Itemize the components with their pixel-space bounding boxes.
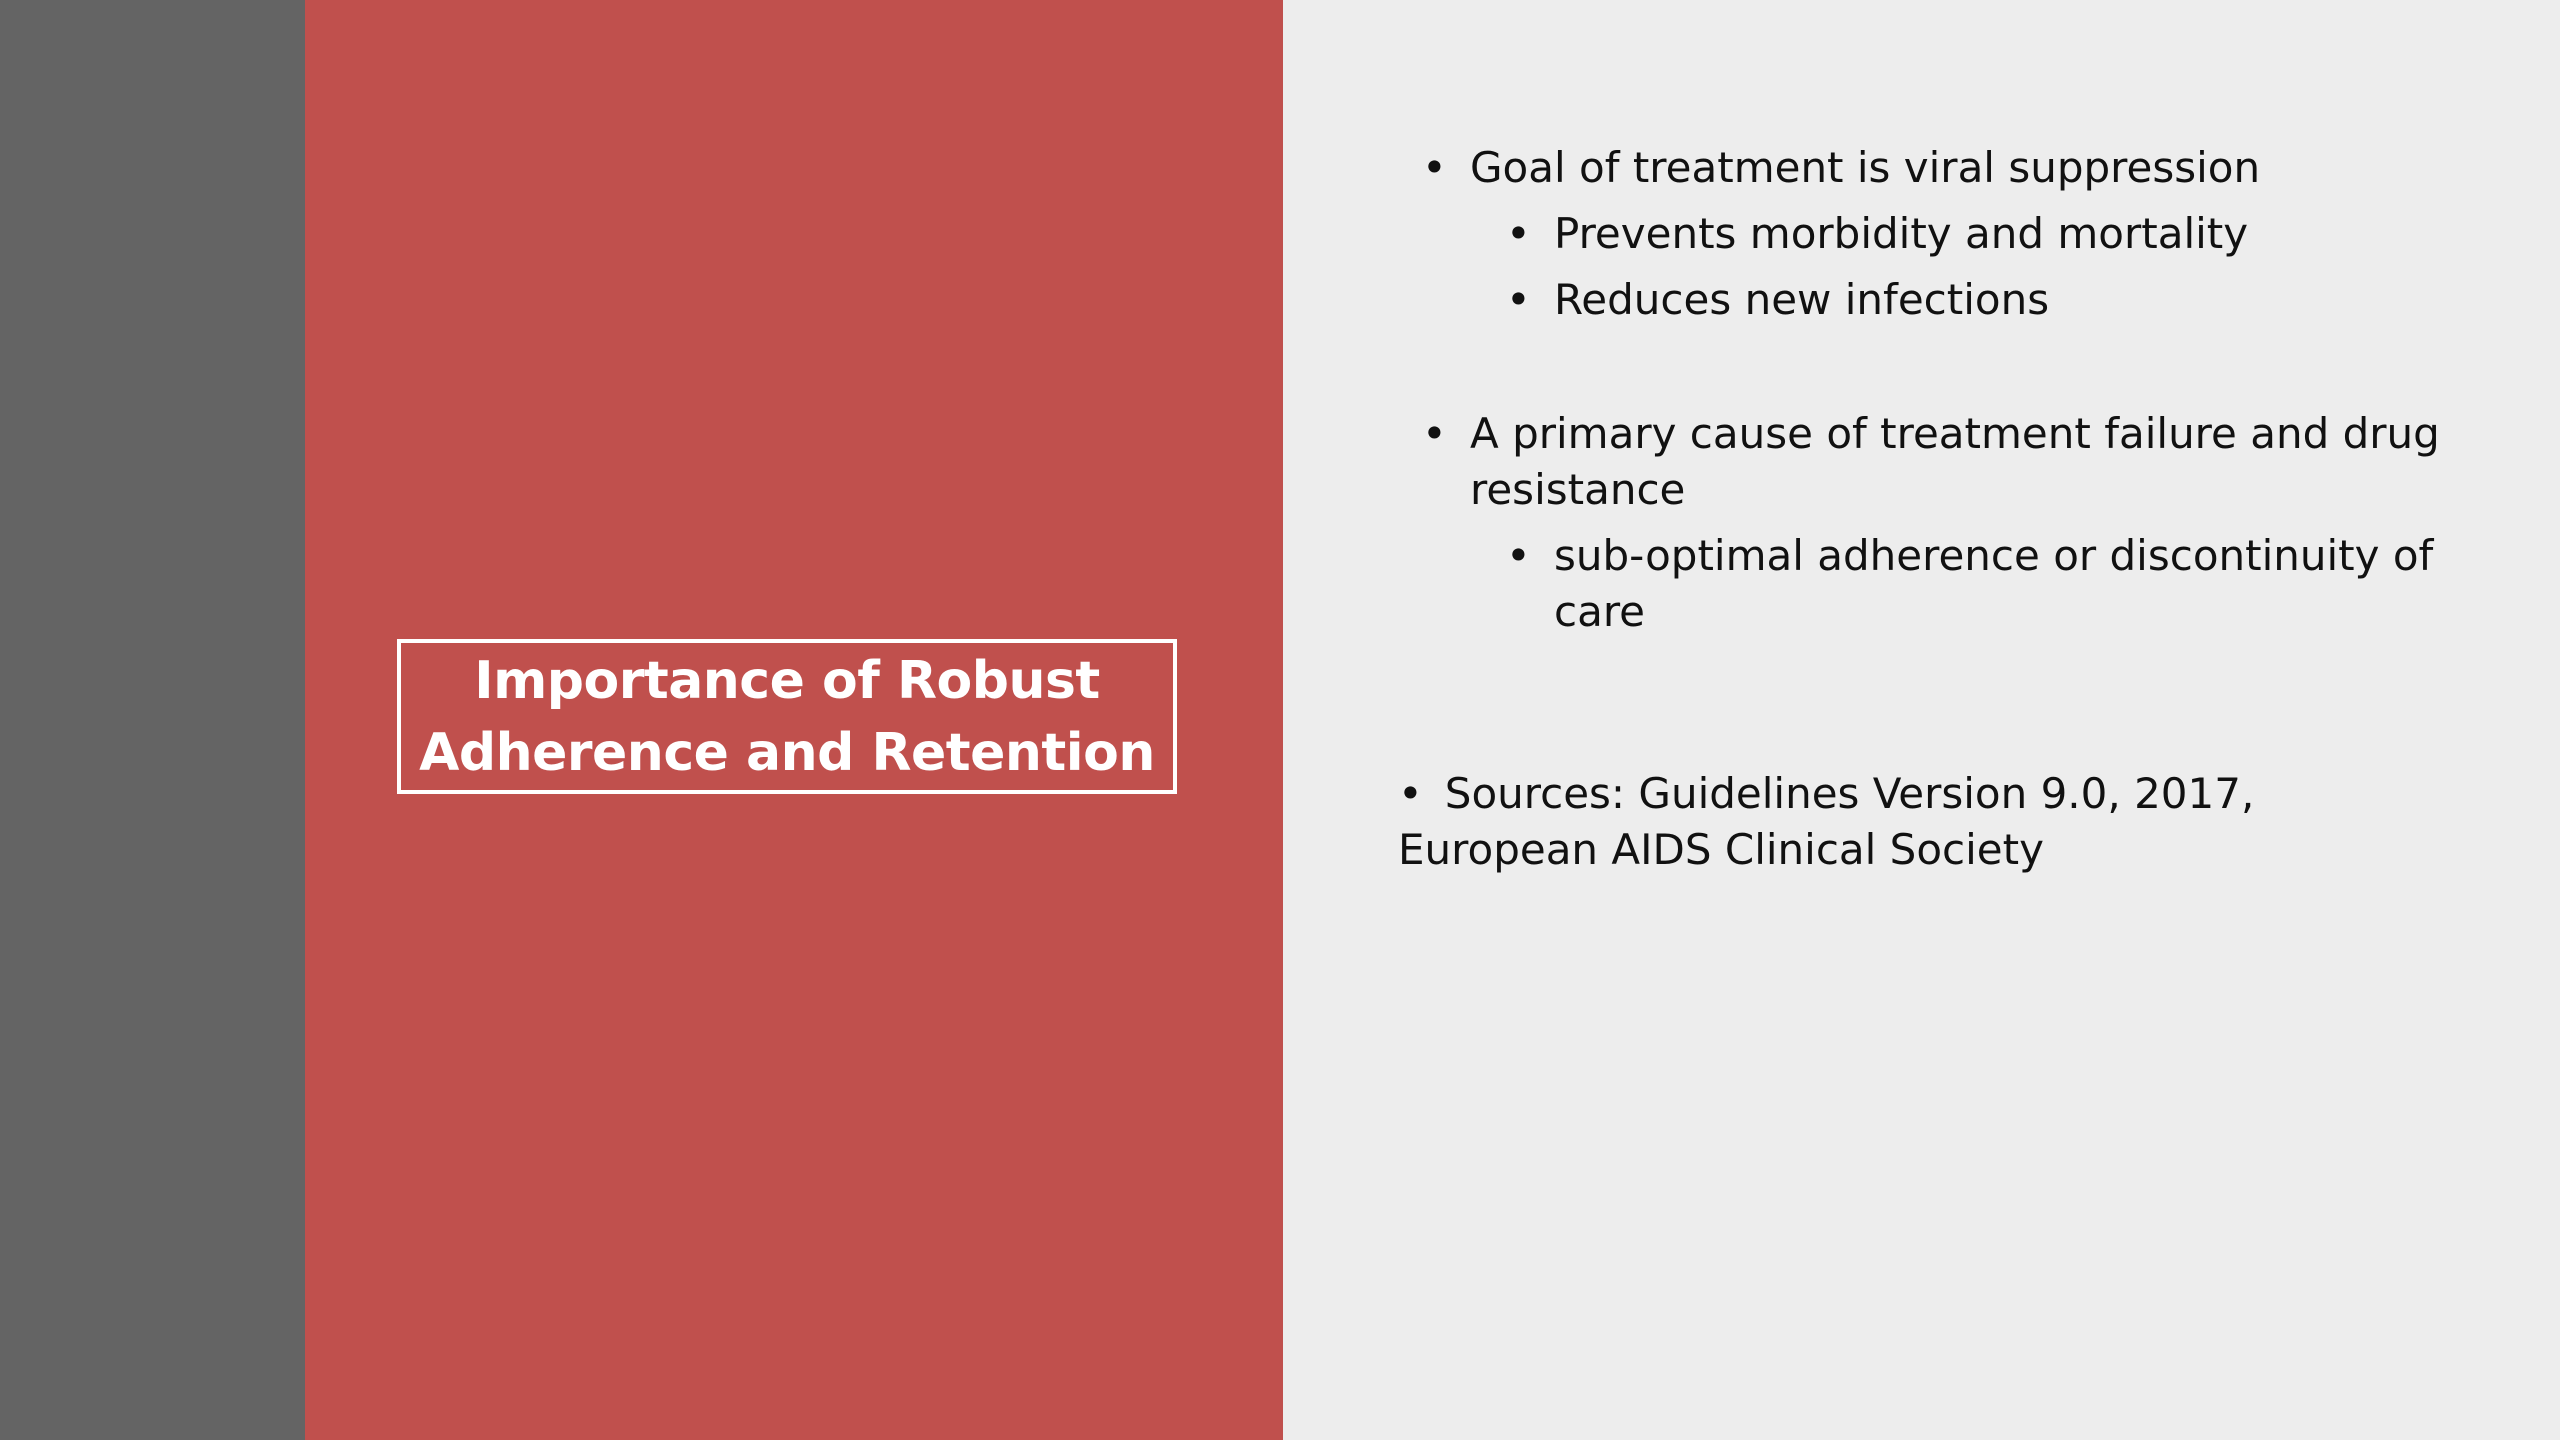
sub-bullet-item <box>1398 206 2458 262</box>
source-note <box>1398 766 2458 878</box>
sub-bullet-text: Prevents morbidity and mortality <box>1554 209 2249 258</box>
bullet-marker: • <box>1506 275 1531 324</box>
sub-bullet-text: Reduces new infections <box>1554 275 2050 324</box>
sub-bullet-item <box>1398 528 2458 640</box>
title-box <box>397 639 1177 794</box>
bullet-marker: • <box>1422 143 1447 192</box>
slide-title: Importance of Robust Adherence and Retention <box>419 650 1155 783</box>
bullet-marker: • <box>1506 209 1531 258</box>
bullet-marker: • <box>1398 769 1423 818</box>
sub-bullet-text: sub-optimal adherence or discontinuity of care <box>1554 531 2434 636</box>
left-gray-band <box>0 0 305 1440</box>
bullet-marker: • <box>1506 531 1531 580</box>
bullet-item <box>1398 140 2458 196</box>
bullet-marker: • <box>1422 409 1447 458</box>
bullet-item <box>1398 406 2458 518</box>
sub-bullet-item <box>1398 272 2458 328</box>
bullet-text: Goal of treatment is viral suppression <box>1470 143 2261 192</box>
bullet-content <box>1398 140 2458 878</box>
bullet-text: A primary cause of treatment failure and drug resistance <box>1470 409 2440 514</box>
source-text: Sources: Guidelines Version 9.0, 2017, European AIDS Clinical Society <box>1398 769 2255 874</box>
